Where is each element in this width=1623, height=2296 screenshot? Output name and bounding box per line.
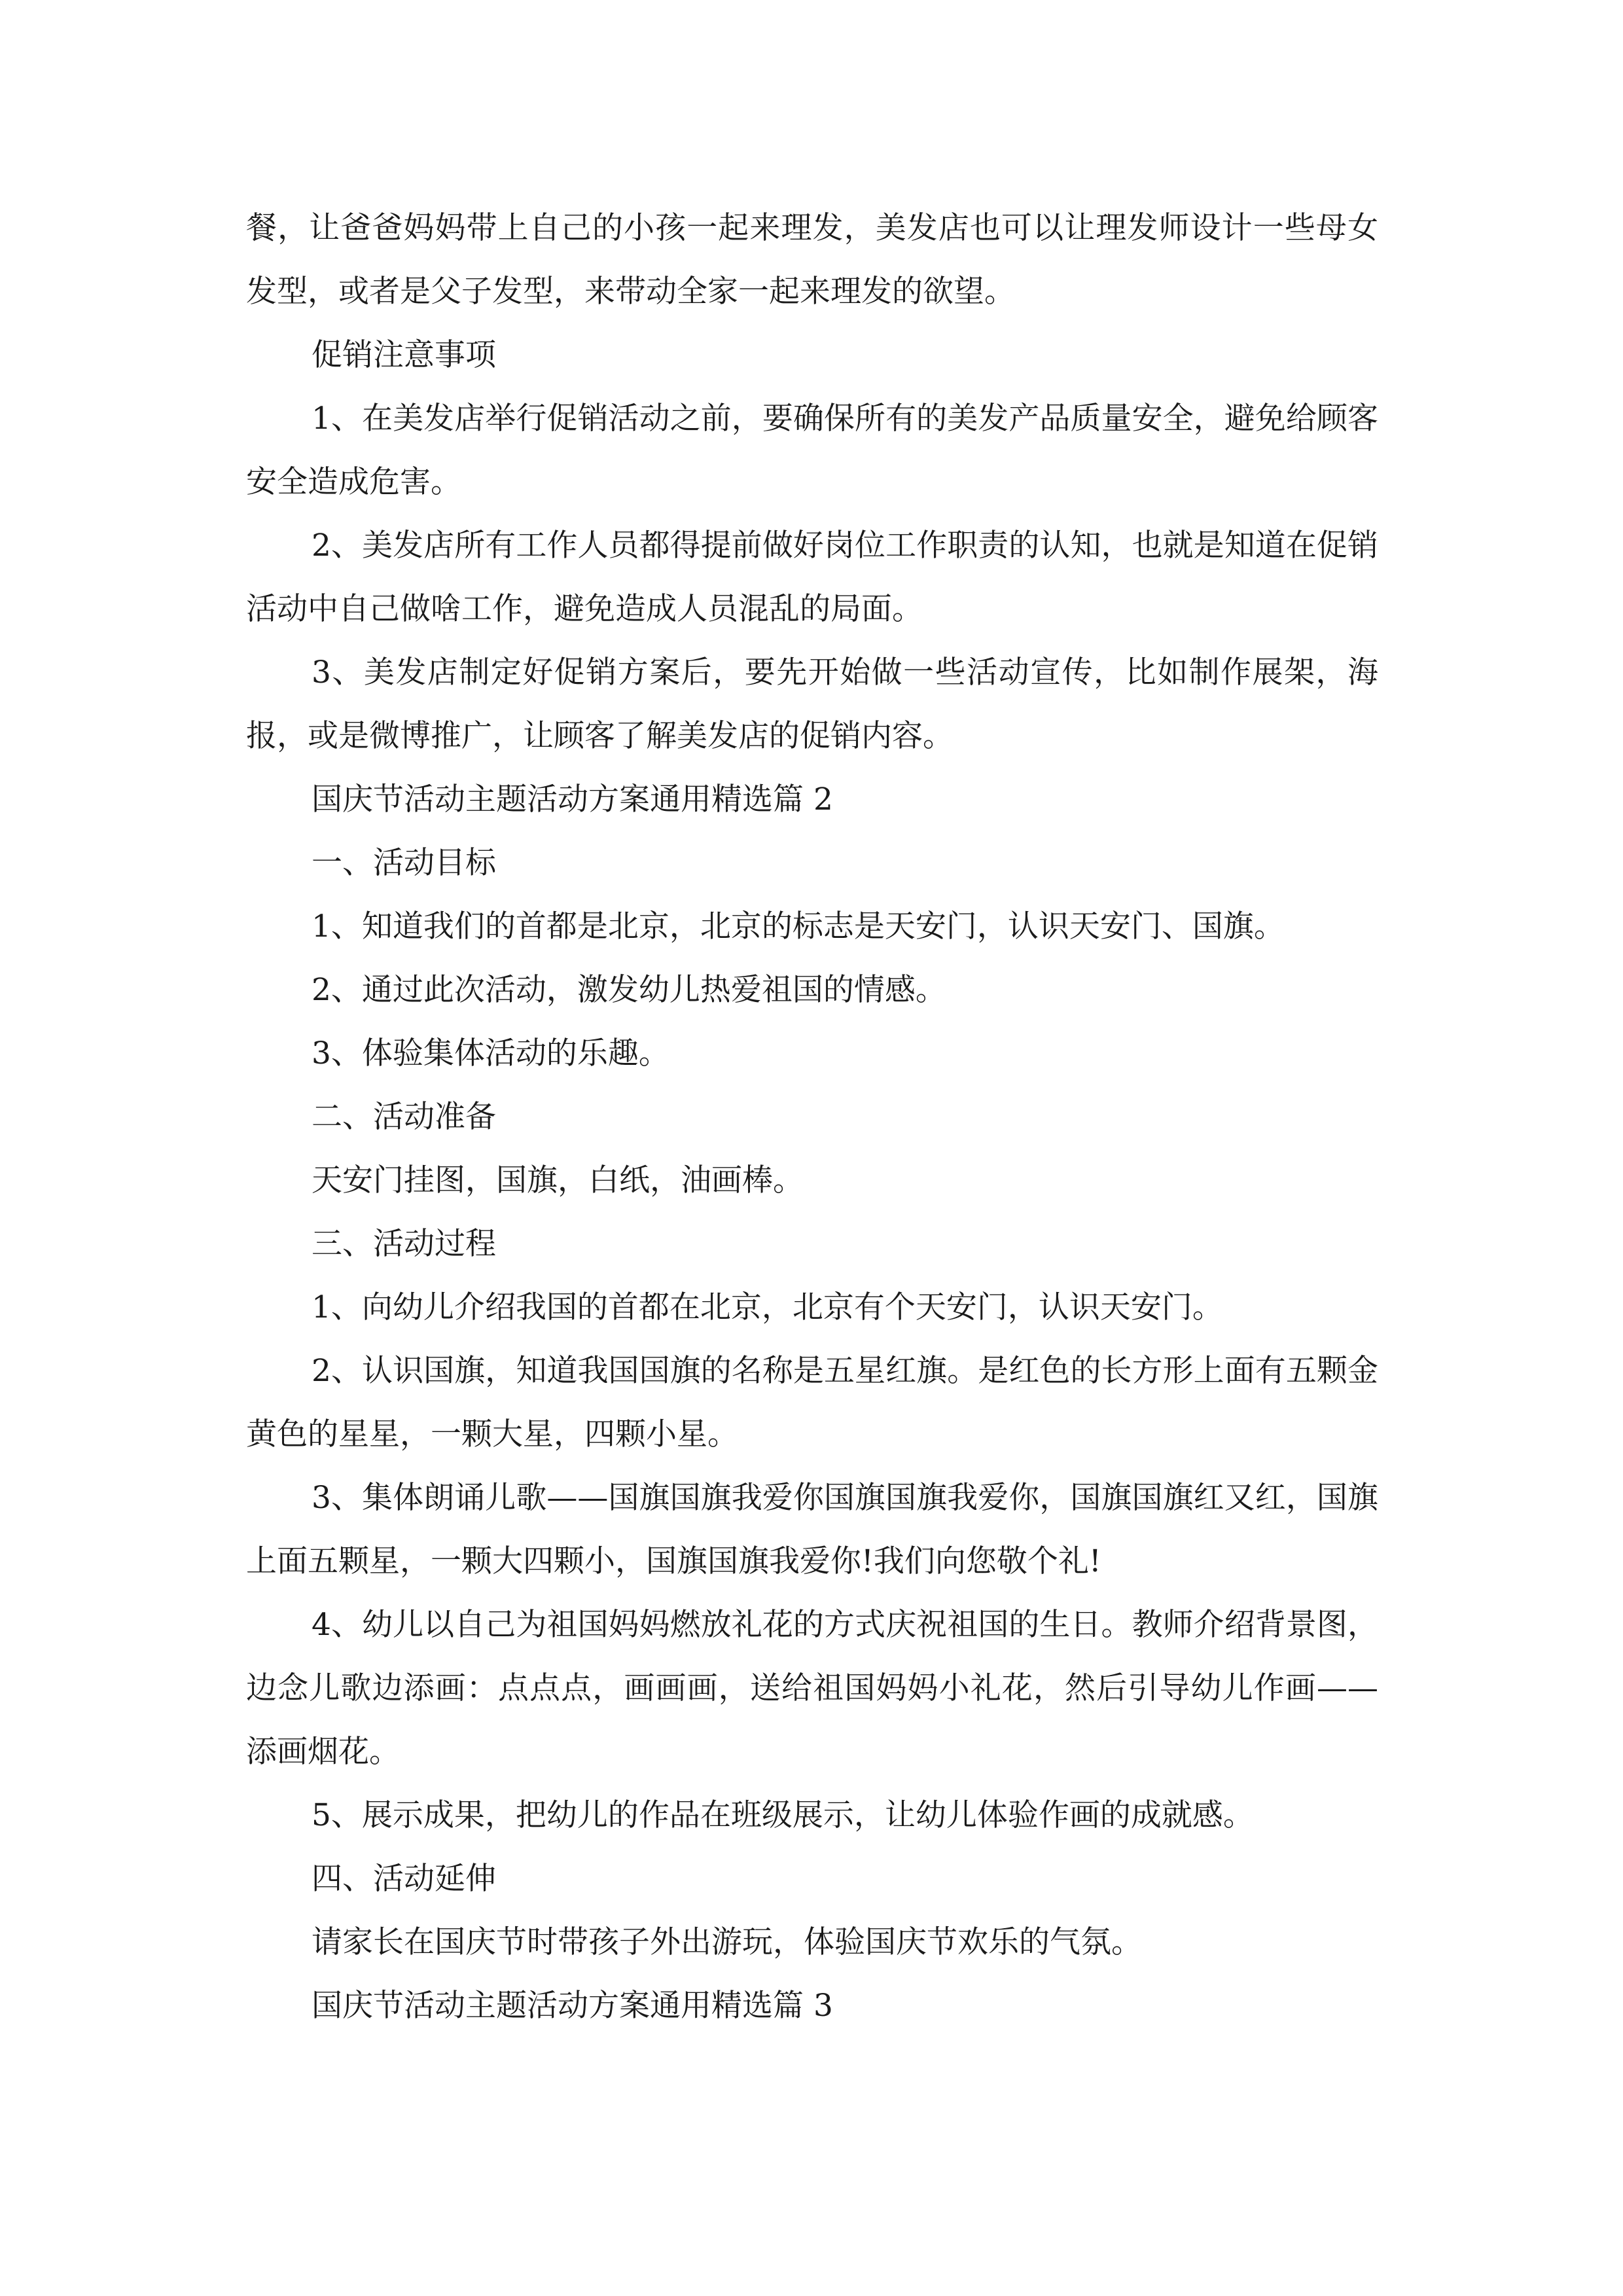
list-item-process-3: 3、集体朗诵儿歌——国旗国旗我爱你国旗国旗我爱你，国旗国旗红又红，国旗上面五颗星，一颗大四颗小，国旗国旗我爱你!我们向您敬个礼! bbox=[246, 1480, 1378, 1579]
list-item-process-2: 2、认识国旗，知道我国国旗的名称是五星红旗。是红色的长方形上面有五颗金黄色的星星，一颗大星，四颗小星。 bbox=[246, 1353, 1378, 1452]
paragraph-intro-continuation: 餐，让爸爸妈妈带上自己的小孩一起来理发，美发店也可以让理发师设计一些母女发型，或者是父子发型，来带动全家一起来理发的欲望。 bbox=[246, 210, 1378, 310]
section-title-plan-3: 国庆节活动主题活动方案通用精选篇 3 bbox=[312, 1988, 833, 2024]
document-body bbox=[246, 196, 1378, 2037]
paragraph-extension: 请家长在国庆节时带孩子外出游玩，体验国庆节欢乐的气氛。 bbox=[312, 1924, 1142, 1960]
heading-activity-goals: 一、活动目标 bbox=[312, 845, 496, 881]
list-item-process-4: 4、幼儿以自己为祖国妈妈燃放礼花的方式庆祝祖国的生日。教师介绍背景图，边念儿歌边添画：点点点，画画画，送给祖国妈妈小礼花，然后引导幼儿作画——添画烟花。 bbox=[246, 1607, 1378, 1770]
list-item-goal-3: 3、体验集体活动的乐趣。 bbox=[312, 1035, 669, 1071]
section-title-plan-2: 国庆节活动主题活动方案通用精选篇 2 bbox=[312, 781, 833, 817]
list-item-goal-1: 1、知道我们的首都是北京，北京的标志是天安门，认识天安门、国旗。 bbox=[312, 908, 1285, 944]
heading-activity-process: 三、活动过程 bbox=[312, 1226, 496, 1262]
list-item-process-5: 5、展示成果，把幼儿的作品在班级展示，让幼儿体验作画的成就感。 bbox=[312, 1797, 1254, 1833]
paragraph-preparation-materials: 天安门挂图，国旗，白纸，油画棒。 bbox=[312, 1162, 804, 1198]
list-item-process-1: 1、向幼儿介绍我国的首都在北京，北京有个天安门，认识天安门。 bbox=[312, 1289, 1223, 1325]
list-item-promotion-note-1: 1、在美发店举行促销活动之前，要确保所有的美发产品质量安全，避免给顾客安全造成危害。 bbox=[246, 401, 1378, 500]
heading-activity-extension: 四、活动延伸 bbox=[312, 1861, 496, 1897]
heading-promotion-notes: 促销注意事项 bbox=[312, 337, 496, 373]
list-item-promotion-note-2: 2、美发店所有工作人员都得提前做好岗位工作职责的认知，也就是知道在促销活动中自己做啥工作，避免造成人员混乱的局面。 bbox=[246, 528, 1378, 627]
list-item-goal-2: 2、通过此次活动，激发幼儿热爱祖国的情感。 bbox=[312, 972, 946, 1008]
heading-activity-preparation: 二、活动准备 bbox=[312, 1099, 496, 1135]
list-item-promotion-note-3: 3、美发店制定好促销方案后，要先开始做一些活动宣传，比如制作展架，海报，或是微博推广，让顾客了解美发店的促销内容。 bbox=[246, 655, 1378, 754]
